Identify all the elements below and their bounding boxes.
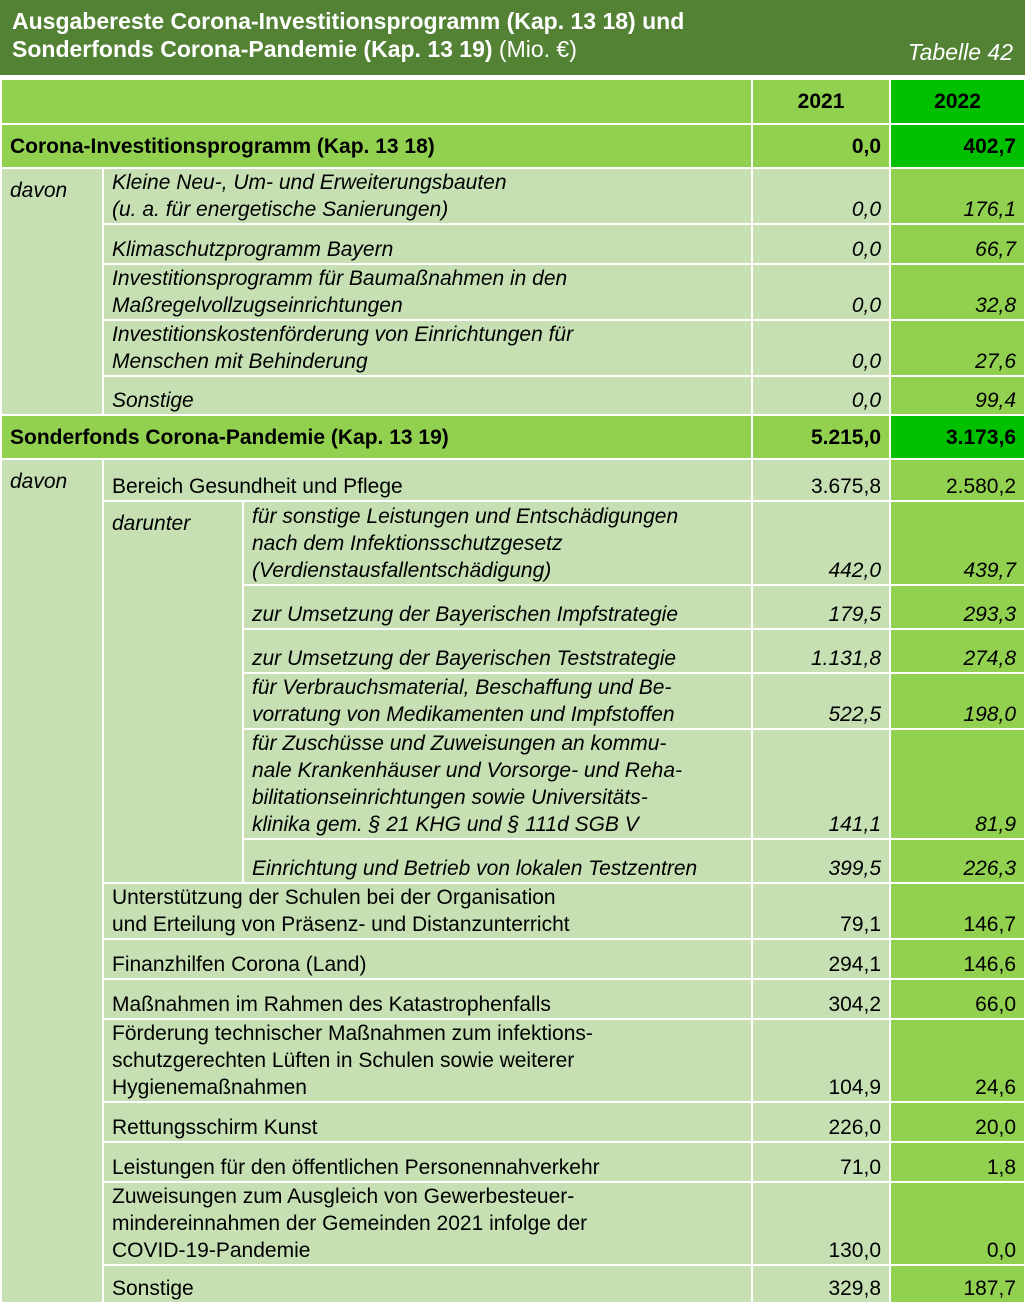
value-2021: 79,1 — [752, 883, 890, 939]
value-2021: 0,0 — [752, 264, 890, 320]
davon-label: davon — [1, 459, 103, 1303]
row-label: Finanzhilfen Corona (Land) — [103, 939, 752, 979]
value-2022: 187,7 — [890, 1265, 1025, 1303]
row-label: Kleine Neu-, Um- und Erweiterungsbauten (u. a. für energetische Sanierungen) — [103, 168, 752, 224]
value-2022: 176,1 — [890, 168, 1025, 224]
value-2022: 1,8 — [890, 1142, 1025, 1182]
row-label: Investitionsprogramm für Baumaßnahmen in den Maßregelvollzugseinrichtungen — [103, 264, 752, 320]
value-2021: 3.675,8 — [752, 459, 890, 501]
section-label: Corona-Investitionsprogramm (Kap. 13 18) — [1, 124, 752, 168]
header-row — [1, 79, 1025, 124]
value-2022: 146,7 — [890, 883, 1025, 939]
value-2022: 32,8 — [890, 264, 1025, 320]
title-line-2 — [12, 35, 1025, 63]
row-label: für sonstige Leistungen und Entschädigungen nach dem Infektionsschutzgesetz (Verdienstausfallentschädigung) — [243, 501, 752, 585]
value-2022: 66,7 — [890, 224, 1025, 264]
value-2021: 329,8 — [752, 1265, 890, 1303]
row-label: Sonstige — [103, 1265, 752, 1303]
table-row — [1, 264, 1025, 320]
value-2021: 179,5 — [752, 585, 890, 629]
row-label: Bereich Gesundheit und Pflege — [103, 459, 752, 501]
value-2021: 104,9 — [752, 1019, 890, 1102]
table-row — [1, 939, 1025, 979]
value-2022: 2.580,2 — [890, 459, 1025, 501]
value-2021: 0,0 — [752, 224, 890, 264]
section-value-2022: 402,7 — [890, 124, 1025, 168]
row-label: Leistungen für den öffentlichen Personennahverkehr — [103, 1142, 752, 1182]
row-label: Rettungsschirm Kunst — [103, 1102, 752, 1142]
value-2022: 293,3 — [890, 585, 1025, 629]
row-label: Sonstige — [103, 376, 752, 415]
table-row — [1, 376, 1025, 415]
row-label: Zuweisungen zum Ausgleich von Gewerbesteuer- mindereinnahmen der Gemeinden 2021 infolge der COVID-19-Pandemie — [103, 1182, 752, 1265]
table-number: Tabelle 42 — [907, 39, 1013, 65]
value-2022: 198,0 — [890, 673, 1025, 729]
value-2022: 0,0 — [890, 1182, 1025, 1265]
section-value-2022: 3.173,6 — [890, 415, 1025, 459]
row-label: zur Umsetzung der Bayerischen Teststrategie — [243, 629, 752, 673]
title-line-2-bold: Sonderfonds Corona-Pandemie (Kap. 13 19) — [12, 36, 493, 62]
title-line-1: Ausgabereste Corona-Investitionsprogramm (Kap. 13 18) und — [12, 8, 685, 34]
value-2021: 294,1 — [752, 939, 890, 979]
value-2021: 522,5 — [752, 673, 890, 729]
value-2022: 99,4 — [890, 376, 1025, 415]
row-label: Förderung technischer Maßnahmen zum infektions- schutzgerechten Lüften in Schulen sowie weiterer Hygienemaßnahmen — [103, 1019, 752, 1102]
davon-label: davon — [1, 168, 103, 415]
value-2021: 0,0 — [752, 376, 890, 415]
value-2021: 442,0 — [752, 501, 890, 585]
row-label: Maßnahmen im Rahmen des Katastrophenfalls — [103, 979, 752, 1019]
table-row — [1, 168, 1025, 224]
row-label: für Verbrauchsmaterial, Beschaffung und Be- vorratung von Medikamenten und Impfstoffen — [243, 673, 752, 729]
table-row — [1, 979, 1025, 1019]
header-label-cell — [1, 79, 752, 124]
row-label: Einrichtung und Betrieb von lokalen Testzentren — [243, 839, 752, 883]
darunter-label: darunter — [103, 501, 243, 883]
table-row — [1, 1019, 1025, 1102]
table-row — [1, 501, 1025, 585]
value-2022: 24,6 — [890, 1019, 1025, 1102]
row-label: für Zuschüsse und Zuweisungen an kommu- nale Krankenhäuser und Vorsorge- und Reha- bilitationseinrichtungen sowie Universitäts- klinika gem. § 21 KHG und § 111d SGB V — [243, 729, 752, 839]
section-label: Sonderfonds Corona-Pandemie (Kap. 13 19) — [1, 415, 752, 459]
value-2021: 141,1 — [752, 729, 890, 839]
table-row — [1, 1182, 1025, 1265]
value-2022: 439,7 — [890, 501, 1025, 585]
row-label: Investitionskostenförderung von Einrichtungen für Menschen mit Behinderung — [103, 320, 752, 376]
value-2022: 81,9 — [890, 729, 1025, 839]
table-row — [1, 883, 1025, 939]
table-row — [1, 1102, 1025, 1142]
table-row — [1, 1142, 1025, 1182]
title-unit: (Mio. €) — [492, 36, 577, 62]
section-value-2021: 0,0 — [752, 124, 890, 168]
header-2021: 2021 — [752, 79, 890, 124]
value-2021: 0,0 — [752, 320, 890, 376]
table-row — [1, 320, 1025, 376]
header-2022: 2022 — [890, 79, 1025, 124]
value-2022: 66,0 — [890, 979, 1025, 1019]
row-label: zur Umsetzung der Bayerischen Impfstrategie — [243, 585, 752, 629]
section-row-investitionsprogramm — [1, 124, 1025, 168]
value-2022: 226,3 — [890, 839, 1025, 883]
value-2021: 0,0 — [752, 168, 890, 224]
value-2021: 226,0 — [752, 1102, 890, 1142]
value-2021: 399,5 — [752, 839, 890, 883]
row-label: Unterstützung der Schulen bei der Organisation und Erteilung von Präsenz- und Distanzunterricht — [103, 883, 752, 939]
value-2021: 130,0 — [752, 1182, 890, 1265]
data-table — [0, 78, 1025, 1304]
value-2021: 1.131,8 — [752, 629, 890, 673]
section-row-sonderfonds — [1, 415, 1025, 459]
table-row — [1, 224, 1025, 264]
value-2022: 27,6 — [890, 320, 1025, 376]
table-row — [1, 1265, 1025, 1303]
value-2022: 274,8 — [890, 629, 1025, 673]
value-2021: 71,0 — [752, 1142, 890, 1182]
table-row — [1, 459, 1025, 501]
value-2022: 146,6 — [890, 939, 1025, 979]
section-value-2021: 5.215,0 — [752, 415, 890, 459]
value-2022: 20,0 — [890, 1102, 1025, 1142]
title-bar — [0, 0, 1025, 75]
row-label: Klimaschutzprogramm Bayern — [103, 224, 752, 264]
value-2021: 304,2 — [752, 979, 890, 1019]
